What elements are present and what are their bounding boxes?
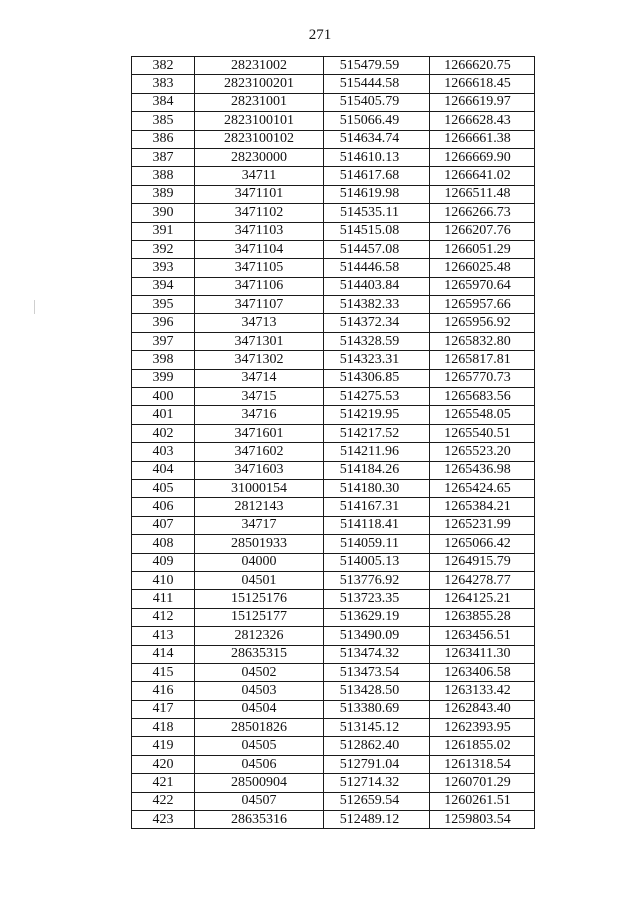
point-number-cell: 393 [132, 259, 195, 277]
point-number-cell: 390 [132, 204, 195, 222]
y-coordinate-cell: 1265540.51 [430, 424, 535, 442]
x-coordinate-cell: 514275.53 [324, 388, 430, 406]
page-number: 271 [308, 27, 332, 43]
table-row [132, 130, 535, 148]
x-coordinate-cell: 514382.33 [324, 296, 430, 314]
point-number-cell: 382 [132, 57, 195, 75]
table-row [132, 682, 535, 700]
point-code-cell: 3471601 [195, 424, 324, 442]
point-code-cell: 34715 [195, 388, 324, 406]
point-number-cell: 423 [132, 811, 195, 829]
table-row [132, 590, 535, 608]
point-number-cell: 398 [132, 351, 195, 369]
x-coordinate-cell: 515444.58 [324, 75, 430, 93]
point-code-cell: 04504 [195, 700, 324, 718]
x-coordinate-cell: 512714.32 [324, 774, 430, 792]
y-coordinate-cell: 1264915.79 [430, 553, 535, 571]
point-number-cell: 384 [132, 93, 195, 111]
table-row [132, 351, 535, 369]
x-coordinate-cell: 513428.50 [324, 682, 430, 700]
x-coordinate-cell: 514619.98 [324, 185, 430, 203]
y-coordinate-cell: 1265384.21 [430, 498, 535, 516]
point-code-cell: 04000 [195, 553, 324, 571]
y-coordinate-cell: 1265683.56 [430, 388, 535, 406]
table-row [132, 388, 535, 406]
x-coordinate-cell: 514457.08 [324, 240, 430, 258]
point-code-cell: 3471602 [195, 443, 324, 461]
table-row [132, 498, 535, 516]
x-coordinate-cell: 513474.32 [324, 645, 430, 663]
table-row [132, 148, 535, 166]
y-coordinate-cell: 1260701.29 [430, 774, 535, 792]
table-row [132, 571, 535, 589]
table-row [132, 516, 535, 534]
y-coordinate-cell: 1266511.48 [430, 185, 535, 203]
point-code-cell: 34713 [195, 314, 324, 332]
y-coordinate-cell: 1259803.54 [430, 811, 535, 829]
point-number-cell: 386 [132, 130, 195, 148]
table-row [132, 719, 535, 737]
x-coordinate-cell: 515405.79 [324, 93, 430, 111]
y-coordinate-cell: 1265832.80 [430, 332, 535, 350]
point-number-cell: 407 [132, 516, 195, 534]
point-number-cell: 397 [132, 332, 195, 350]
table-row [132, 296, 535, 314]
y-coordinate-cell: 1265956.92 [430, 314, 535, 332]
y-coordinate-cell: 1265066.42 [430, 535, 535, 553]
point-code-cell: 28501933 [195, 535, 324, 553]
y-coordinate-cell: 1263456.51 [430, 627, 535, 645]
point-number-cell: 395 [132, 296, 195, 314]
point-code-cell: 28231002 [195, 57, 324, 75]
x-coordinate-cell: 514184.26 [324, 461, 430, 479]
x-coordinate-cell: 514328.59 [324, 332, 430, 350]
y-coordinate-cell: 1266051.29 [430, 240, 535, 258]
y-coordinate-cell: 1266641.02 [430, 167, 535, 185]
y-coordinate-cell: 1265970.64 [430, 277, 535, 295]
y-coordinate-cell: 1262393.95 [430, 719, 535, 737]
point-number-cell: 408 [132, 535, 195, 553]
point-code-cell: 28500904 [195, 774, 324, 792]
coordinates-table [131, 56, 535, 829]
point-code-cell: 2823100101 [195, 112, 324, 130]
y-coordinate-cell: 1260261.51 [430, 792, 535, 810]
x-coordinate-cell: 514634.74 [324, 130, 430, 148]
table-row [132, 645, 535, 663]
point-number-cell: 414 [132, 645, 195, 663]
x-coordinate-cell: 513723.35 [324, 590, 430, 608]
point-number-cell: 421 [132, 774, 195, 792]
x-coordinate-cell: 514617.68 [324, 167, 430, 185]
point-code-cell: 3471301 [195, 332, 324, 350]
point-code-cell: 34711 [195, 167, 324, 185]
x-coordinate-cell: 514372.34 [324, 314, 430, 332]
table-row [132, 369, 535, 387]
table-row [132, 479, 535, 497]
x-coordinate-cell: 515066.49 [324, 112, 430, 130]
x-coordinate-cell: 514403.84 [324, 277, 430, 295]
x-coordinate-cell: 515479.59 [324, 57, 430, 75]
table-row [132, 461, 535, 479]
point-code-cell: 3471104 [195, 240, 324, 258]
point-code-cell: 3471103 [195, 222, 324, 240]
point-code-cell: 3471107 [195, 296, 324, 314]
y-coordinate-cell: 1265523.20 [430, 443, 535, 461]
point-code-cell: 15125176 [195, 590, 324, 608]
table-row [132, 755, 535, 773]
x-coordinate-cell: 513776.92 [324, 571, 430, 589]
point-number-cell: 422 [132, 792, 195, 810]
point-code-cell: 2823100102 [195, 130, 324, 148]
table-row [132, 167, 535, 185]
x-coordinate-cell: 513380.69 [324, 700, 430, 718]
point-code-cell: 15125177 [195, 608, 324, 626]
x-coordinate-cell: 514219.95 [324, 406, 430, 424]
table-row [132, 553, 535, 571]
y-coordinate-cell: 1263855.28 [430, 608, 535, 626]
point-code-cell: 2812326 [195, 627, 324, 645]
y-coordinate-cell: 1266661.38 [430, 130, 535, 148]
y-coordinate-cell: 1264125.21 [430, 590, 535, 608]
table-row [132, 792, 535, 810]
point-code-cell: 04505 [195, 737, 324, 755]
y-coordinate-cell: 1265957.66 [430, 296, 535, 314]
x-coordinate-cell: 514217.52 [324, 424, 430, 442]
x-coordinate-cell: 514306.85 [324, 369, 430, 387]
table-row [132, 57, 535, 75]
y-coordinate-cell: 1265424.65 [430, 479, 535, 497]
y-coordinate-cell: 1261855.02 [430, 737, 535, 755]
x-coordinate-cell: 513629.19 [324, 608, 430, 626]
point-number-cell: 405 [132, 479, 195, 497]
table-row [132, 535, 535, 553]
scan-edge-mark [34, 300, 35, 314]
x-coordinate-cell: 514211.96 [324, 443, 430, 461]
table-row [132, 406, 535, 424]
point-number-cell: 415 [132, 663, 195, 681]
table-row [132, 112, 535, 130]
x-coordinate-cell: 514610.13 [324, 148, 430, 166]
point-number-cell: 387 [132, 148, 195, 166]
point-code-cell: 34717 [195, 516, 324, 534]
y-coordinate-cell: 1261318.54 [430, 755, 535, 773]
y-coordinate-cell: 1264278.77 [430, 571, 535, 589]
x-coordinate-cell: 514180.30 [324, 479, 430, 497]
x-coordinate-cell: 514323.31 [324, 351, 430, 369]
y-coordinate-cell: 1266669.90 [430, 148, 535, 166]
point-code-cell: 3471106 [195, 277, 324, 295]
point-number-cell: 402 [132, 424, 195, 442]
x-coordinate-cell: 512659.54 [324, 792, 430, 810]
point-number-cell: 391 [132, 222, 195, 240]
point-code-cell: 3471105 [195, 259, 324, 277]
point-code-cell: 3471302 [195, 351, 324, 369]
point-code-cell: 3471101 [195, 185, 324, 203]
x-coordinate-cell: 513490.09 [324, 627, 430, 645]
point-number-cell: 394 [132, 277, 195, 295]
point-number-cell: 418 [132, 719, 195, 737]
point-number-cell: 401 [132, 406, 195, 424]
point-number-cell: 411 [132, 590, 195, 608]
point-code-cell: 2823100201 [195, 75, 324, 93]
table-row [132, 424, 535, 442]
x-coordinate-cell: 512791.04 [324, 755, 430, 773]
table-row [132, 185, 535, 203]
point-code-cell: 04506 [195, 755, 324, 773]
point-number-cell: 383 [132, 75, 195, 93]
table-row [132, 75, 535, 93]
y-coordinate-cell: 1266620.75 [430, 57, 535, 75]
point-number-cell: 412 [132, 608, 195, 626]
point-number-cell: 410 [132, 571, 195, 589]
y-coordinate-cell: 1265770.73 [430, 369, 535, 387]
point-number-cell: 420 [132, 755, 195, 773]
x-coordinate-cell: 512862.40 [324, 737, 430, 755]
table-row [132, 314, 535, 332]
point-number-cell: 419 [132, 737, 195, 755]
point-code-cell: 3471603 [195, 461, 324, 479]
table-row [132, 443, 535, 461]
point-code-cell: 04502 [195, 663, 324, 681]
point-code-cell: 34714 [195, 369, 324, 387]
y-coordinate-cell: 1266266.73 [430, 204, 535, 222]
point-code-cell: 04501 [195, 571, 324, 589]
y-coordinate-cell: 1262843.40 [430, 700, 535, 718]
point-code-cell: 2812143 [195, 498, 324, 516]
point-number-cell: 389 [132, 185, 195, 203]
table-row [132, 774, 535, 792]
x-coordinate-cell: 512489.12 [324, 811, 430, 829]
point-code-cell: 28501826 [195, 719, 324, 737]
coordinates-table-body [132, 57, 535, 829]
point-code-cell: 28231001 [195, 93, 324, 111]
x-coordinate-cell: 514535.11 [324, 204, 430, 222]
point-number-cell: 413 [132, 627, 195, 645]
point-number-cell: 416 [132, 682, 195, 700]
y-coordinate-cell: 1266628.43 [430, 112, 535, 130]
y-coordinate-cell: 1265231.99 [430, 516, 535, 534]
x-coordinate-cell: 513145.12 [324, 719, 430, 737]
point-code-cell: 28230000 [195, 148, 324, 166]
y-coordinate-cell: 1266025.48 [430, 259, 535, 277]
y-coordinate-cell: 1266207.76 [430, 222, 535, 240]
y-coordinate-cell: 1263406.58 [430, 663, 535, 681]
point-number-cell: 396 [132, 314, 195, 332]
y-coordinate-cell: 1266618.45 [430, 75, 535, 93]
point-code-cell: 28635315 [195, 645, 324, 663]
table-row [132, 332, 535, 350]
y-coordinate-cell: 1265817.81 [430, 351, 535, 369]
point-code-cell: 04503 [195, 682, 324, 700]
point-number-cell: 399 [132, 369, 195, 387]
point-code-cell: 34716 [195, 406, 324, 424]
table-row [132, 663, 535, 681]
point-number-cell: 417 [132, 700, 195, 718]
table-row [132, 259, 535, 277]
point-number-cell: 385 [132, 112, 195, 130]
y-coordinate-cell: 1265436.98 [430, 461, 535, 479]
point-number-cell: 404 [132, 461, 195, 479]
x-coordinate-cell: 514167.31 [324, 498, 430, 516]
x-coordinate-cell: 513473.54 [324, 663, 430, 681]
x-coordinate-cell: 514005.13 [324, 553, 430, 571]
point-number-cell: 409 [132, 553, 195, 571]
point-code-cell: 31000154 [195, 479, 324, 497]
table-row [132, 737, 535, 755]
point-number-cell: 400 [132, 388, 195, 406]
point-code-cell: 28635316 [195, 811, 324, 829]
y-coordinate-cell: 1266619.97 [430, 93, 535, 111]
y-coordinate-cell: 1263411.30 [430, 645, 535, 663]
point-number-cell: 388 [132, 167, 195, 185]
table-row [132, 700, 535, 718]
x-coordinate-cell: 514059.11 [324, 535, 430, 553]
point-code-cell: 04507 [195, 792, 324, 810]
table-row [132, 93, 535, 111]
point-number-cell: 406 [132, 498, 195, 516]
x-coordinate-cell: 514515.08 [324, 222, 430, 240]
y-coordinate-cell: 1263133.42 [430, 682, 535, 700]
point-number-cell: 403 [132, 443, 195, 461]
y-coordinate-cell: 1265548.05 [430, 406, 535, 424]
table-row [132, 811, 535, 829]
table-row [132, 222, 535, 240]
table-row [132, 627, 535, 645]
table-row [132, 277, 535, 295]
x-coordinate-cell: 514446.58 [324, 259, 430, 277]
x-coordinate-cell: 514118.41 [324, 516, 430, 534]
point-code-cell: 3471102 [195, 204, 324, 222]
table-row [132, 608, 535, 626]
point-number-cell: 392 [132, 240, 195, 258]
table-row [132, 204, 535, 222]
table-row [132, 240, 535, 258]
